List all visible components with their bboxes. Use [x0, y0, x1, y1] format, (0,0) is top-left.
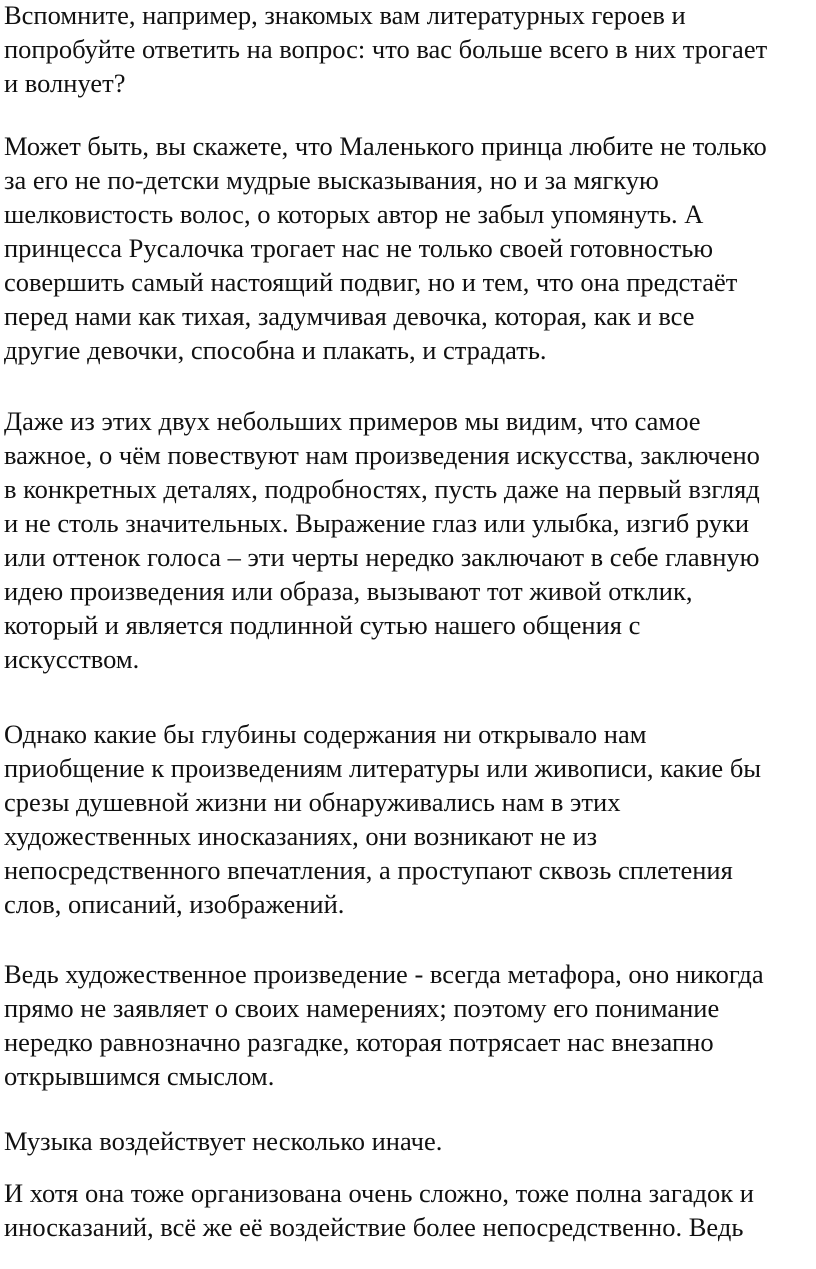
- text-line: Может быть, вы скажете, что Маленького принца любите не только: [4, 131, 767, 161]
- paragraph-metaphor: [4, 957, 764, 1093]
- text-line: попробуйте ответить на вопрос: что вас больше всего в них трогает: [4, 34, 768, 64]
- text-line: и не столь значительных. Выражение глаз или улыбка, изгиб руки: [4, 508, 750, 538]
- text-line: совершить самый настоящий подвиг, но и тем, что она предстаёт: [4, 267, 738, 297]
- text-line: слов, описаний, изображений.: [4, 889, 345, 919]
- text-line: Даже из этих двух небольших примеров мы видим, что самое: [4, 406, 701, 436]
- paragraph-little-prince: [4, 129, 767, 367]
- text-line: принцесса Русалочка трогает нас не только своей готовностью: [4, 233, 714, 263]
- text-line: открывшимся смыслом.: [4, 1061, 275, 1091]
- text-line: в конкретных деталях, подробностях, пусть даже на первый взгляд: [4, 474, 760, 504]
- text-line: непосредственного впечатления, а проступают сквозь сплетения: [4, 855, 733, 885]
- text-line: приобщение к произведениям литературы или живописи, какие бы: [4, 753, 762, 783]
- text-line: Вспомните, например, знакомых вам литературных героев и: [4, 0, 686, 30]
- text-line: срезы душевной жизни ни обнаруживались нам в этих: [4, 787, 621, 817]
- paragraph-music-complexity: [4, 1176, 754, 1244]
- text-line: искусством.: [4, 644, 140, 674]
- text-line: прямо не заявляет о своих намерениях; поэтому его понимание: [4, 993, 720, 1023]
- paragraph-music: [4, 1124, 442, 1158]
- text-line: Музыка воздействует несколько иначе.: [4, 1126, 443, 1156]
- text-line: другие девочки, способна и плакать, и страдать.: [4, 335, 547, 365]
- text-line: перед нами как тихая, задумчивая девочка, которая, как и все: [4, 301, 695, 331]
- text-line: Однако какие бы глубины содержания ни открывало нам: [4, 719, 647, 749]
- text-line: за его не по-детски мудрые высказывания, но и за мягкую: [4, 165, 659, 195]
- text-line: или оттенок голоса – эти черты нередко заключают в себе главную: [4, 542, 760, 572]
- text-line: важное, о чём повествуют нам произведения искусства, заключено: [4, 440, 760, 470]
- text-line: художественных иносказаниях, они возникают не из: [4, 821, 598, 851]
- text-line: и волнует?: [4, 68, 126, 98]
- text-line: который и является подлинной сутью нашего общения с: [4, 610, 641, 640]
- paragraph-literary-heroes: [4, 0, 767, 100]
- paragraph-depths-of-content: [4, 717, 761, 921]
- text-line: идею произведения или образа, вызывают тот живой отклик,: [4, 576, 693, 606]
- text-line: иносказаний, всё же её воздействие более непосредственно. Ведь: [4, 1212, 744, 1242]
- paragraph-details-in-art: [4, 404, 760, 676]
- text-line: нередко равнозначно разгадке, которая потрясает нас внезапно: [4, 1027, 714, 1057]
- text-line: И хотя она тоже организована очень сложно, тоже полна загадок и: [4, 1178, 754, 1208]
- text-line: шелковистость волос, о которых автор не забыл упомянуть. А: [4, 199, 704, 229]
- text-line: Ведь художественное произведение - всегда метафора, оно никогда: [4, 959, 764, 989]
